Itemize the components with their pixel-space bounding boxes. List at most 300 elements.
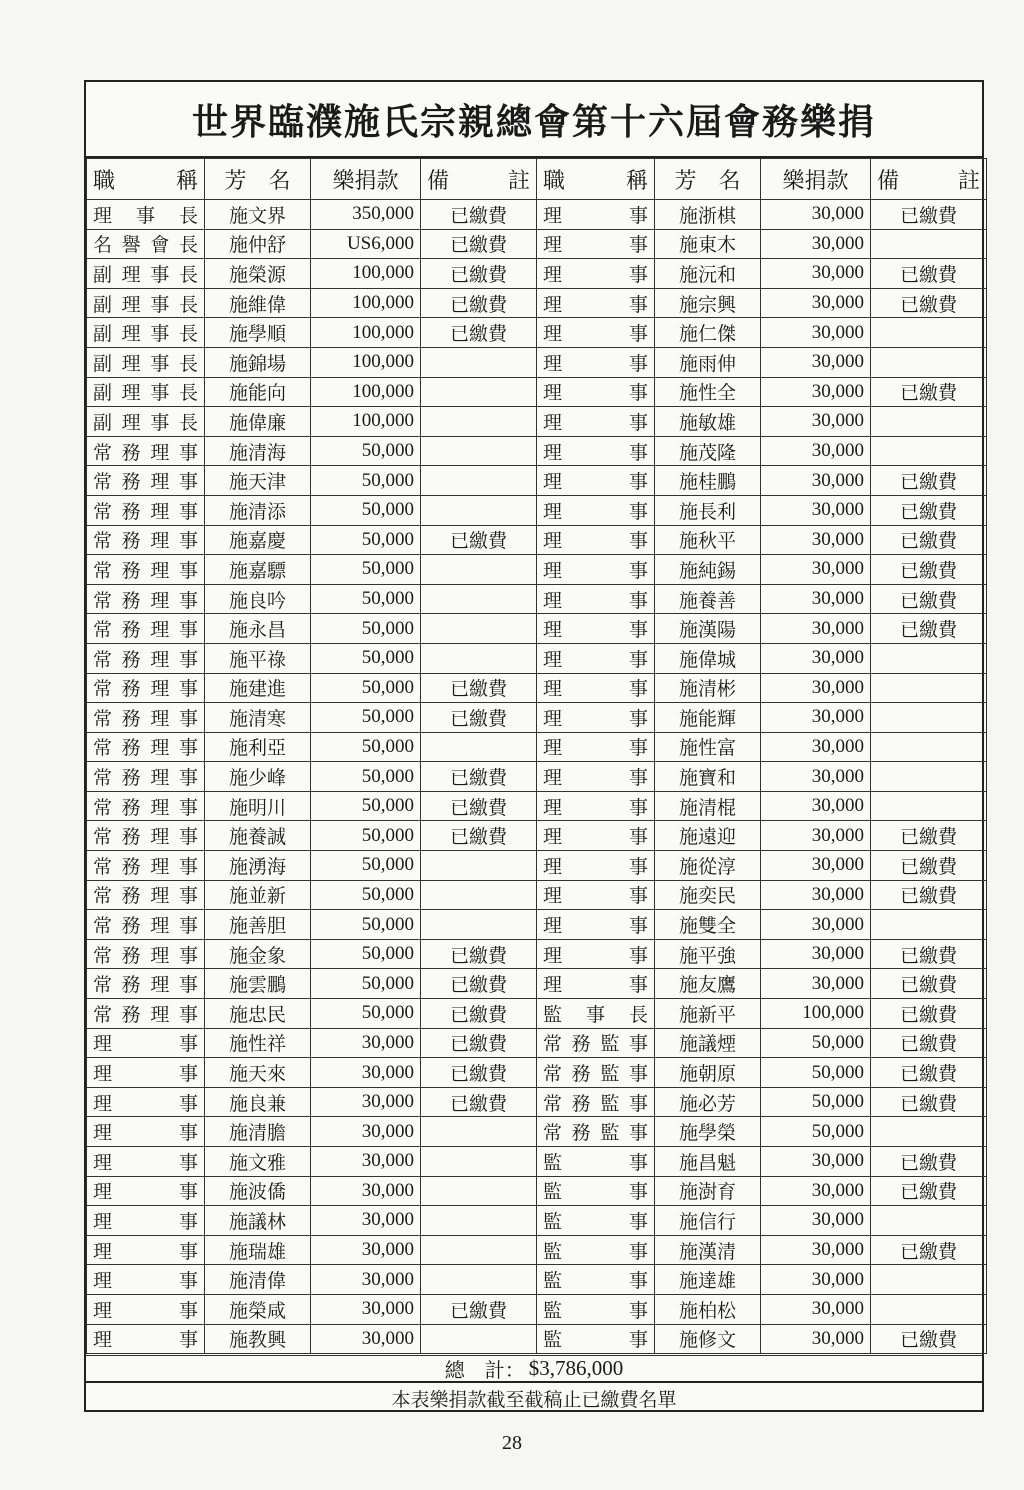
right-note-cell [871, 436, 987, 466]
left-note-cell [421, 643, 537, 673]
right-name-cell: 施宗興 [655, 288, 761, 318]
left-name-cell: 施雲鵬 [205, 969, 311, 999]
left-name-cell: 施良吟 [205, 584, 311, 614]
left-title-cell: 常務理事 [87, 643, 205, 673]
total-amount: $3,786,000 [528, 1356, 624, 1380]
right-title-cell: 監事 [537, 1176, 655, 1206]
left-title-cell: 常務理事 [87, 703, 205, 733]
right-title-cell: 理事 [537, 318, 655, 348]
left-note-cell [421, 1324, 537, 1354]
left-amount-cell: 50,000 [311, 673, 421, 703]
left-title-cell: 常務理事 [87, 791, 205, 821]
left-note-cell: 已繳費 [421, 288, 537, 318]
right-name-cell: 施昌魁 [655, 1147, 761, 1177]
right-title-cell: 監事長 [537, 999, 655, 1029]
left-name-cell: 施天津 [205, 466, 311, 496]
right-amount-cell: 50,000 [761, 1117, 871, 1147]
left-name-cell: 施榮源 [205, 259, 311, 289]
right-amount-cell: 30,000 [761, 436, 871, 466]
right-title-cell: 理事 [537, 436, 655, 466]
table-row [87, 910, 987, 940]
right-amount-cell: 30,000 [761, 466, 871, 496]
left-name-cell: 施建進 [205, 673, 311, 703]
right-amount-cell: 30,000 [761, 969, 871, 999]
right-note-cell [871, 229, 987, 259]
left-amount-cell: 100,000 [311, 347, 421, 377]
right-amount-cell: 30,000 [761, 762, 871, 792]
left-note-cell [421, 1235, 537, 1265]
right-title-cell: 理事 [537, 466, 655, 496]
right-amount-cell: 30,000 [761, 673, 871, 703]
table-row [87, 1235, 987, 1265]
left-title-cell: 常務理事 [87, 969, 205, 999]
header-name-right: 芳 名 [655, 159, 761, 200]
right-title-cell: 監事 [537, 1265, 655, 1295]
right-amount-cell: 30,000 [761, 259, 871, 289]
right-amount-cell: 30,000 [761, 584, 871, 614]
right-title-cell: 理事 [537, 791, 655, 821]
table-row [87, 495, 987, 525]
left-note-cell: 已繳費 [421, 939, 537, 969]
right-name-cell: 施漢清 [655, 1235, 761, 1265]
left-amount-cell: 50,000 [311, 525, 421, 555]
left-amount-cell: 30,000 [311, 1028, 421, 1058]
right-note-cell: 已繳費 [871, 584, 987, 614]
left-name-cell: 施波僑 [205, 1176, 311, 1206]
left-note-cell: 已繳費 [421, 525, 537, 555]
right-title-cell: 常務監事 [537, 1058, 655, 1088]
left-title-cell: 理事 [87, 1294, 205, 1324]
right-amount-cell: 30,000 [761, 318, 871, 348]
left-amount-cell: 50,000 [311, 732, 421, 762]
right-name-cell: 施漢陽 [655, 614, 761, 644]
left-note-cell [421, 1176, 537, 1206]
table-row [87, 1058, 987, 1088]
right-title-cell: 理事 [537, 495, 655, 525]
left-note-cell: 已繳費 [421, 762, 537, 792]
left-title-cell: 理事 [87, 1206, 205, 1236]
table-row [87, 436, 987, 466]
table-row [87, 1324, 987, 1354]
table-row [87, 259, 987, 289]
right-note-cell [871, 1265, 987, 1295]
left-note-cell: 已繳費 [421, 318, 537, 348]
right-note-cell [871, 762, 987, 792]
right-title-cell: 理事 [537, 584, 655, 614]
table-row [87, 1294, 987, 1324]
right-title-cell: 理事 [537, 673, 655, 703]
left-title-cell: 常務理事 [87, 495, 205, 525]
right-name-cell: 施寶和 [655, 762, 761, 792]
right-title-cell: 監事 [537, 1147, 655, 1177]
right-title-cell: 理事 [537, 703, 655, 733]
left-name-cell: 施養誠 [205, 821, 311, 851]
left-amount-cell: 50,000 [311, 880, 421, 910]
left-note-cell [421, 347, 537, 377]
right-amount-cell: 30,000 [761, 1324, 871, 1354]
right-title-cell: 理事 [537, 821, 655, 851]
left-amount-cell: 30,000 [311, 1235, 421, 1265]
total-row [86, 1355, 982, 1383]
left-name-cell: 施善胆 [205, 910, 311, 940]
left-amount-cell: 50,000 [311, 851, 421, 881]
table-row [87, 939, 987, 969]
right-amount-cell: 30,000 [761, 910, 871, 940]
left-note-cell [421, 466, 537, 496]
left-amount-cell: 50,000 [311, 495, 421, 525]
table-body [87, 200, 987, 1354]
table-row [87, 1265, 987, 1295]
left-name-cell: 施文雅 [205, 1147, 311, 1177]
right-amount-cell: 30,000 [761, 1265, 871, 1295]
left-name-cell: 施性祥 [205, 1028, 311, 1058]
left-name-cell: 施嘉慶 [205, 525, 311, 555]
left-note-cell: 已繳費 [421, 969, 537, 999]
left-amount-cell: 50,000 [311, 821, 421, 851]
left-name-cell: 施議林 [205, 1206, 311, 1236]
left-amount-cell: 30,000 [311, 1265, 421, 1295]
table-row [87, 584, 987, 614]
right-note-cell [871, 407, 987, 437]
right-amount-cell: 30,000 [761, 1147, 871, 1177]
right-name-cell: 施性全 [655, 377, 761, 407]
left-note-cell [421, 1206, 537, 1236]
left-title-cell: 副理事長 [87, 347, 205, 377]
right-name-cell: 施東木 [655, 229, 761, 259]
left-amount-cell: 50,000 [311, 436, 421, 466]
table-row [87, 1028, 987, 1058]
right-amount-cell: 50,000 [761, 1087, 871, 1117]
right-name-cell: 施朝原 [655, 1058, 761, 1088]
left-title-cell: 常務理事 [87, 910, 205, 940]
right-amount-cell: 30,000 [761, 407, 871, 437]
right-title-cell: 理事 [537, 407, 655, 437]
left-note-cell [421, 880, 537, 910]
right-amount-cell: 30,000 [761, 614, 871, 644]
left-amount-cell: 50,000 [311, 555, 421, 585]
right-amount-cell: 30,000 [761, 821, 871, 851]
left-title-cell: 常務理事 [87, 821, 205, 851]
right-amount-cell: 30,000 [761, 703, 871, 733]
table-row [87, 1176, 987, 1206]
left-name-cell: 施偉廉 [205, 407, 311, 437]
right-name-cell: 施議煙 [655, 1028, 761, 1058]
left-amount-cell: 100,000 [311, 377, 421, 407]
right-amount-cell: 30,000 [761, 288, 871, 318]
right-note-cell: 已繳費 [871, 525, 987, 555]
right-title-cell: 理事 [537, 347, 655, 377]
right-title-cell: 理事 [537, 880, 655, 910]
donation-sheet [84, 80, 984, 1412]
table-row [87, 1147, 987, 1177]
left-name-cell: 施忠民 [205, 999, 311, 1029]
footnote: 本表樂捐款截至截稿止已繳費名單 [391, 1388, 677, 1411]
left-note-cell: 已繳費 [421, 1028, 537, 1058]
right-name-cell: 施奕民 [655, 880, 761, 910]
right-note-cell: 已繳費 [871, 1058, 987, 1088]
right-amount-cell: 30,000 [761, 347, 871, 377]
left-note-cell: 已繳費 [421, 821, 537, 851]
left-title-cell: 常務理事 [87, 673, 205, 703]
header-note-right: 備 註 [871, 159, 987, 200]
right-note-cell: 已繳費 [871, 1324, 987, 1354]
right-name-cell: 施從淳 [655, 851, 761, 881]
left-title-cell: 理事 [87, 1058, 205, 1088]
right-title-cell: 理事 [537, 555, 655, 585]
left-note-cell [421, 584, 537, 614]
right-name-cell: 施友鷹 [655, 969, 761, 999]
right-name-cell: 施平強 [655, 939, 761, 969]
left-name-cell: 施天來 [205, 1058, 311, 1088]
right-amount-cell: 30,000 [761, 791, 871, 821]
left-name-cell: 施清寒 [205, 703, 311, 733]
table-row [87, 643, 987, 673]
table-row [87, 614, 987, 644]
right-note-cell: 已繳費 [871, 259, 987, 289]
right-title-cell: 理事 [537, 851, 655, 881]
right-name-cell: 施必芳 [655, 1087, 761, 1117]
right-name-cell: 施雙全 [655, 910, 761, 940]
left-name-cell: 施明川 [205, 791, 311, 821]
left-amount-cell: 50,000 [311, 584, 421, 614]
left-title-cell: 理事 [87, 1176, 205, 1206]
left-amount-cell: 30,000 [311, 1058, 421, 1088]
left-note-cell [421, 1265, 537, 1295]
right-note-cell: 已繳費 [871, 1087, 987, 1117]
right-amount-cell: 50,000 [761, 1028, 871, 1058]
right-title-cell: 理事 [537, 525, 655, 555]
right-note-cell [871, 791, 987, 821]
left-note-cell [421, 1147, 537, 1177]
right-name-cell: 施浙棋 [655, 200, 761, 230]
left-amount-cell: 30,000 [311, 1147, 421, 1177]
right-title-cell: 理事 [537, 732, 655, 762]
right-title-cell: 監事 [537, 1206, 655, 1236]
left-title-cell: 常務理事 [87, 851, 205, 881]
right-name-cell: 施澍育 [655, 1176, 761, 1206]
left-amount-cell: 100,000 [311, 288, 421, 318]
left-title-cell: 理事長 [87, 200, 205, 230]
right-title-cell: 理事 [537, 288, 655, 318]
left-title-cell: 副理事長 [87, 318, 205, 348]
right-amount-cell: 100,000 [761, 999, 871, 1029]
table-row [87, 673, 987, 703]
right-title-cell: 監事 [537, 1235, 655, 1265]
right-amount-cell: 30,000 [761, 1206, 871, 1236]
left-note-cell [421, 732, 537, 762]
left-note-cell [421, 377, 537, 407]
right-note-cell [871, 347, 987, 377]
left-name-cell: 施學順 [205, 318, 311, 348]
left-note-cell [421, 910, 537, 940]
right-note-cell: 已繳費 [871, 614, 987, 644]
left-name-cell: 施文界 [205, 200, 311, 230]
left-title-cell: 常務理事 [87, 999, 205, 1029]
right-note-cell: 已繳費 [871, 1235, 987, 1265]
left-amount-cell: 30,000 [311, 1324, 421, 1354]
table-row [87, 229, 987, 259]
right-note-cell: 已繳費 [871, 821, 987, 851]
right-note-cell: 已繳費 [871, 1176, 987, 1206]
left-name-cell: 施少峰 [205, 762, 311, 792]
left-note-cell: 已繳費 [421, 1087, 537, 1117]
left-amount-cell: 30,000 [311, 1206, 421, 1236]
left-note-cell: 已繳費 [421, 999, 537, 1029]
right-amount-cell: 30,000 [761, 377, 871, 407]
left-title-cell: 副理事長 [87, 407, 205, 437]
right-name-cell: 施沅和 [655, 259, 761, 289]
left-amount-cell: 50,000 [311, 762, 421, 792]
right-amount-cell: 30,000 [761, 1235, 871, 1265]
right-title-cell: 理事 [537, 200, 655, 230]
left-name-cell: 施平祿 [205, 643, 311, 673]
right-title-cell: 常務監事 [537, 1117, 655, 1147]
right-title-cell: 理事 [537, 762, 655, 792]
left-amount-cell: 350,000 [311, 200, 421, 230]
left-name-cell: 施錦場 [205, 347, 311, 377]
right-name-cell: 施達雄 [655, 1265, 761, 1295]
table-row [87, 1087, 987, 1117]
table-header-row [87, 159, 987, 200]
left-note-cell: 已繳費 [421, 1294, 537, 1324]
table-row [87, 703, 987, 733]
left-name-cell: 施能向 [205, 377, 311, 407]
left-amount-cell: 30,000 [311, 1117, 421, 1147]
right-title-cell: 理事 [537, 259, 655, 289]
left-amount-cell: 50,000 [311, 466, 421, 496]
right-name-cell: 施雨伸 [655, 347, 761, 377]
left-title-cell: 理事 [87, 1235, 205, 1265]
table-row [87, 200, 987, 230]
page-number: 28 [502, 1432, 522, 1454]
left-title-cell: 常務理事 [87, 614, 205, 644]
header-note-left: 備 註 [421, 159, 537, 200]
left-note-cell [421, 1117, 537, 1147]
right-name-cell: 施清棍 [655, 791, 761, 821]
left-title-cell: 常務理事 [87, 466, 205, 496]
table-row [87, 732, 987, 762]
left-note-cell: 已繳費 [421, 200, 537, 230]
right-amount-cell: 30,000 [761, 1176, 871, 1206]
left-amount-cell: 100,000 [311, 318, 421, 348]
right-name-cell: 施純錫 [655, 555, 761, 585]
right-note-cell: 已繳費 [871, 466, 987, 496]
left-title-cell: 副理事長 [87, 259, 205, 289]
right-note-cell: 已繳費 [871, 969, 987, 999]
table-row [87, 466, 987, 496]
right-name-cell: 施柏松 [655, 1294, 761, 1324]
left-title-cell: 常務理事 [87, 939, 205, 969]
right-amount-cell: 50,000 [761, 1058, 871, 1088]
left-title-cell: 常務理事 [87, 436, 205, 466]
right-title-cell: 常務監事 [537, 1087, 655, 1117]
right-note-cell: 已繳費 [871, 999, 987, 1029]
left-title-cell: 常務理事 [87, 732, 205, 762]
header-name-left: 芳 名 [205, 159, 311, 200]
left-name-cell: 施湧海 [205, 851, 311, 881]
right-name-cell: 施偉城 [655, 643, 761, 673]
left-amount-cell: US6,000 [311, 229, 421, 259]
right-title-cell: 理事 [537, 939, 655, 969]
left-note-cell [421, 436, 537, 466]
left-title-cell: 副理事長 [87, 288, 205, 318]
left-title-cell: 常務理事 [87, 762, 205, 792]
right-name-cell: 施秋平 [655, 525, 761, 555]
left-note-cell: 已繳費 [421, 1058, 537, 1088]
right-name-cell: 施敏雄 [655, 407, 761, 437]
left-title-cell: 常務理事 [87, 584, 205, 614]
right-note-cell [871, 1117, 987, 1147]
left-name-cell: 施清添 [205, 495, 311, 525]
table-row [87, 762, 987, 792]
left-amount-cell: 50,000 [311, 643, 421, 673]
right-note-cell: 已繳費 [871, 377, 987, 407]
table-row [87, 851, 987, 881]
table-row [87, 1117, 987, 1147]
right-name-cell: 施清彬 [655, 673, 761, 703]
right-amount-cell: 30,000 [761, 495, 871, 525]
right-name-cell: 施長利 [655, 495, 761, 525]
right-note-cell [871, 673, 987, 703]
right-amount-cell: 30,000 [761, 643, 871, 673]
left-amount-cell: 50,000 [311, 969, 421, 999]
right-amount-cell: 30,000 [761, 200, 871, 230]
left-name-cell: 施並新 [205, 880, 311, 910]
right-note-cell: 已繳費 [871, 555, 987, 585]
right-name-cell: 施桂鵬 [655, 466, 761, 496]
left-note-cell: 已繳費 [421, 703, 537, 733]
table-row [87, 969, 987, 999]
table-row [87, 407, 987, 437]
left-note-cell: 已繳費 [421, 259, 537, 289]
right-note-cell: 已繳費 [871, 851, 987, 881]
table-row [87, 1206, 987, 1236]
table-row [87, 821, 987, 851]
header-title-left: 職 稱 [87, 159, 205, 200]
header-amount-right: 樂捐款 [761, 159, 871, 200]
right-name-cell: 施修文 [655, 1324, 761, 1354]
left-title-cell: 理事 [87, 1028, 205, 1058]
left-title-cell: 常務理事 [87, 880, 205, 910]
left-amount-cell: 50,000 [311, 703, 421, 733]
right-note-cell: 已繳費 [871, 1147, 987, 1177]
left-amount-cell: 50,000 [311, 614, 421, 644]
right-note-cell: 已繳費 [871, 880, 987, 910]
right-amount-cell: 30,000 [761, 851, 871, 881]
right-note-cell: 已繳費 [871, 495, 987, 525]
table-row [87, 791, 987, 821]
right-amount-cell: 30,000 [761, 555, 871, 585]
left-note-cell [421, 495, 537, 525]
right-note-cell: 已繳費 [871, 200, 987, 230]
page-title: 世界臨濮施氏宗親總會第十六屆會務樂捐 [86, 82, 982, 158]
header-title-right: 職 稱 [537, 159, 655, 200]
left-name-cell: 施清海 [205, 436, 311, 466]
left-name-cell: 施清偉 [205, 1265, 311, 1295]
table-row [87, 347, 987, 377]
right-amount-cell: 30,000 [761, 1294, 871, 1324]
left-title-cell: 常務理事 [87, 525, 205, 555]
left-note-cell: 已繳費 [421, 791, 537, 821]
table-row [87, 525, 987, 555]
table-row [87, 288, 987, 318]
right-name-cell: 施養善 [655, 584, 761, 614]
left-name-cell: 施榮咸 [205, 1294, 311, 1324]
left-amount-cell: 30,000 [311, 1176, 421, 1206]
right-title-cell: 監事 [537, 1324, 655, 1354]
right-note-cell: 已繳費 [871, 939, 987, 969]
left-name-cell: 施維偉 [205, 288, 311, 318]
